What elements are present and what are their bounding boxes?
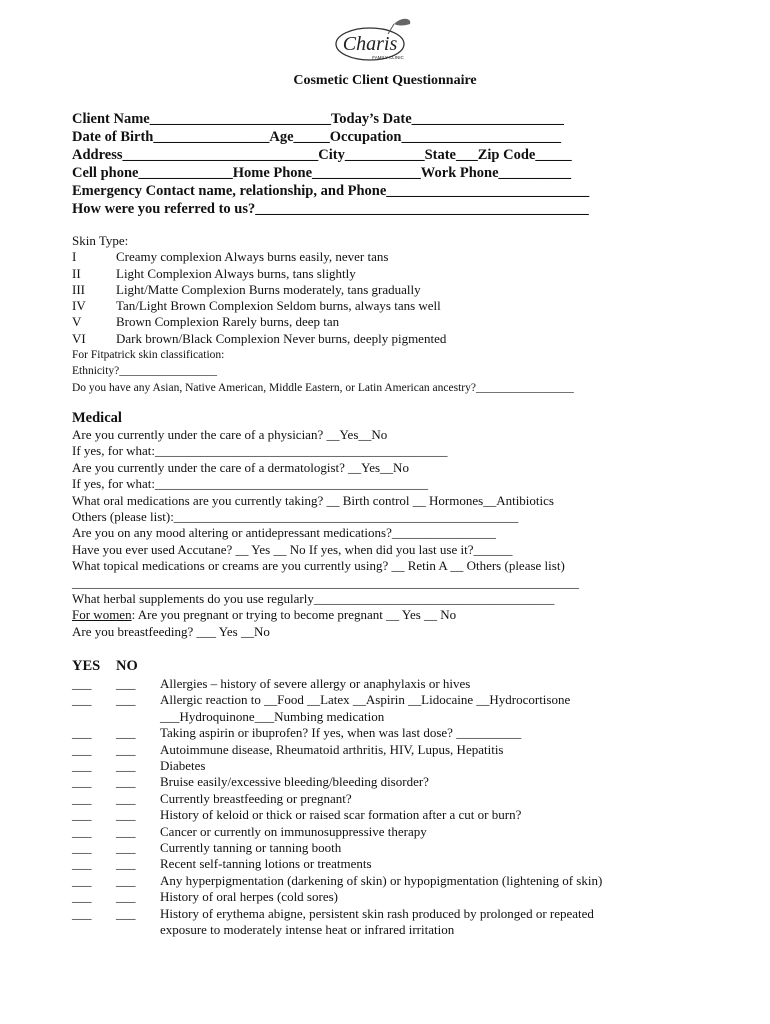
checklist-item-text: Recent self-tanning lotions or treatments — [160, 856, 372, 872]
medical-heading: Medical — [72, 410, 122, 426]
topical-medications-question[interactable]: What topical medications or creams are you currently using? __ Retin A __ Others (please list) — [72, 558, 565, 574]
checklist-row — [72, 873, 712, 889]
other-medications-line[interactable]: Others (please list):_____________________________________________________ — [72, 508, 519, 524]
skin-type-text: Dark brown/Black Complexion Never burns, deeply pigmented — [116, 330, 447, 346]
physician-question[interactable]: Are you currently under the care of a physician? __Yes__No — [72, 427, 388, 442]
checklist-item-text: Allergies – history of severe allergy or anaphylaxis or hives — [160, 676, 471, 691]
skin-type-num: II — [72, 265, 81, 281]
emergency-contact-line[interactable]: Emergency Contact name, relationship, and Phone____________________________ — [72, 183, 590, 199]
yes-blank[interactable]: ___ — [72, 790, 92, 806]
checklist-item-text[interactable]: ___Hydroquinone___Numbing medication — [160, 708, 385, 724]
checklist-item-text: Bruise easily/excessive bleeding/bleeding disorder? — [160, 774, 429, 790]
herbal-supplements-question[interactable]: What herbal supplements do you use regularly_____________________________________ — [72, 590, 555, 606]
checklist-item-text: Cancer or currently on immunosuppressive therapy — [160, 823, 427, 839]
mood-medications-question[interactable]: Are you on any mood altering or antidepressant medications?________________ — [72, 525, 496, 541]
skin-type-text: Creamy complexion Always burns easily, never tans — [116, 249, 389, 265]
yes-blank[interactable]: ___ — [72, 741, 92, 757]
checklist-row — [72, 824, 712, 840]
skin-type-item — [72, 314, 692, 330]
no-blank[interactable]: ___ — [116, 840, 136, 856]
dermatologist-question[interactable]: Are you currently under the care of a dermatologist? __Yes__No — [72, 459, 409, 475]
yes-blank[interactable]: ___ — [72, 807, 92, 823]
clinic-logo — [332, 14, 416, 66]
address-line[interactable]: Address___________________________City___________State___Zip Code_____ — [72, 147, 572, 163]
skin-type-item — [72, 249, 692, 265]
no-blank[interactable]: ___ — [116, 790, 136, 806]
skin-type-item — [72, 298, 692, 314]
no-blank[interactable]: ___ — [116, 823, 136, 839]
checklist-item-text: Autoimmune disease, Rheumatoid arthritis, HIV, Lupus, Hepatitis — [160, 741, 504, 757]
no-blank[interactable]: ___ — [116, 774, 136, 790]
checklist-row — [72, 676, 712, 692]
yes-blank[interactable]: ___ — [72, 774, 92, 790]
skin-type-label: Skin Type: — [72, 233, 129, 248]
for-women-label: For women — [72, 607, 132, 623]
checklist-item-text: Diabetes — [160, 758, 206, 774]
checklist-row — [72, 840, 712, 856]
skin-type-item — [72, 266, 692, 282]
skin-type-num: I — [72, 249, 77, 265]
clinic-logo-graphic — [332, 14, 416, 66]
no-blank[interactable]: ___ — [116, 889, 136, 905]
breastfeeding-question[interactable]: Are you breastfeeding? ___ Yes __No — [72, 623, 270, 639]
page-title: Cosmetic Client Questionnaire — [293, 73, 477, 88]
logo-subtext: FAMILY CLINIC — [372, 55, 404, 60]
yes-blank[interactable]: ___ — [72, 758, 92, 774]
checklist-item-text: History of keloid or thick or raised scar formation after a cut or burn? — [160, 807, 522, 823]
checklist-row — [72, 906, 712, 922]
fitpatrick-note: For Fitpatrick skin classification: — [72, 349, 225, 362]
ancestry-question[interactable]: Do you have any Asian, Native American, Middle Eastern, or Latin American ancestry?_________________ — [72, 381, 574, 394]
checklist-item-text[interactable]: Taking aspirin or ibuprofen? If yes, when was last dose? __________ — [160, 725, 522, 741]
skin-type-num: V — [72, 314, 82, 330]
yes-no-checklist — [72, 676, 712, 939]
physician-details-line[interactable]: If yes, for what:_____________________________________________ — [72, 443, 448, 459]
checklist-row — [72, 856, 712, 872]
pregnancy-question[interactable] — [72, 607, 712, 623]
no-blank[interactable]: ___ — [116, 758, 136, 774]
no-blank[interactable]: ___ — [116, 725, 136, 741]
checklist-item-text: Currently breastfeeding or pregnant? — [160, 790, 352, 806]
logo-text: Charis — [342, 33, 398, 55]
checklist-row — [72, 807, 712, 823]
no-blank[interactable]: ___ — [116, 676, 136, 691]
checklist-row — [72, 725, 712, 741]
topical-medications-line[interactable]: ______________________________________________________________________________ — [72, 574, 579, 590]
yes-blank[interactable]: ___ — [72, 840, 92, 856]
yes-no-header — [72, 658, 138, 675]
checklist-item-text: Any hyperpigmentation (darkening of skin) or hypopigmentation (lightening of skin) — [160, 872, 603, 888]
no-blank[interactable]: ___ — [116, 807, 136, 823]
date-of-birth-line[interactable]: Date of Birth________________Age_____Occupation______________________ — [72, 129, 561, 145]
skin-type-text: Light Complexion Always burns, tans slightly — [116, 265, 356, 281]
yes-column-header: YES — [72, 658, 101, 674]
skin-type-item — [72, 282, 692, 298]
yes-blank[interactable]: ___ — [72, 905, 92, 921]
checklist-item-text[interactable]: Allergic reaction to __Food __Latex __Aspirin __Lidocaine __Hydrocortisone — [160, 692, 571, 708]
yes-blank[interactable]: ___ — [72, 676, 92, 691]
skin-type-num: IV — [72, 298, 86, 314]
skin-type-text: Brown Complexion Rarely burns, deep tan — [116, 314, 340, 330]
checklist-row — [72, 742, 712, 758]
ethnicity-line[interactable]: Ethnicity?_________________ — [72, 365, 218, 378]
checklist-item-text: History of oral herpes (cold sores) — [160, 889, 338, 905]
client-name-line[interactable]: Client Name_________________________Today’s Date_____________________ — [72, 111, 564, 127]
no-blank[interactable]: ___ — [116, 856, 136, 872]
no-blank[interactable]: ___ — [116, 741, 136, 757]
oral-medications-question[interactable]: What oral medications are you currently taking? __ Birth control __ Hormones__Antibiotics — [72, 492, 554, 508]
yes-blank[interactable]: ___ — [72, 823, 92, 839]
yes-blank[interactable]: ___ — [72, 889, 92, 905]
no-blank[interactable]: ___ — [116, 872, 136, 888]
checklist-item-text: History of erythema abigne, persistent skin rash produced by prolonged or repeated — [160, 905, 594, 921]
skin-type-text: Light/Matte Complexion Burns moderately, tans gradually — [116, 281, 421, 297]
skin-type-text: Tan/Light Brown Complexion Seldom burns, always tans well — [116, 298, 441, 314]
no-blank[interactable]: ___ — [116, 692, 136, 708]
medical-section — [72, 427, 712, 640]
skin-type-section — [72, 233, 692, 396]
accutane-question[interactable]: Have you ever used Accutane? __ Yes __ No If yes, when did you last use it?______ — [72, 541, 513, 557]
checklist-item-text: exposure to moderately intense heat or infrared irritation — [160, 922, 455, 938]
checklist-row — [72, 758, 712, 774]
skin-type-num: III — [72, 281, 85, 297]
yes-blank[interactable]: ___ — [72, 856, 92, 872]
dermatologist-details-line[interactable]: If yes, for what:__________________________________________ — [72, 476, 429, 492]
no-blank[interactable]: ___ — [116, 905, 136, 921]
referral-line[interactable]: How were you referred to us?______________________________________________ — [72, 201, 589, 217]
checklist-row-continuation — [72, 922, 712, 938]
skin-type-num: VI — [72, 330, 86, 346]
yes-blank[interactable]: ___ — [72, 692, 92, 708]
checklist-row — [72, 692, 712, 708]
yes-blank[interactable]: ___ — [72, 872, 92, 888]
pregnancy-question-text: : Are you pregnant or trying to become pregnant __ Yes __ No — [131, 607, 457, 623]
checklist-item-text: Currently tanning or tanning booth — [160, 840, 342, 856]
checklist-row — [72, 889, 712, 905]
checklist-row — [72, 791, 712, 807]
client-info-section — [72, 110, 692, 218]
phone-line[interactable]: Cell phone_____________Home Phone_______________Work Phone__________ — [72, 165, 572, 181]
yes-blank[interactable]: ___ — [72, 725, 92, 741]
skin-type-item — [72, 331, 692, 347]
no-column-header: NO — [116, 658, 138, 674]
checklist-row — [72, 774, 712, 790]
checklist-row-continuation — [72, 709, 712, 725]
